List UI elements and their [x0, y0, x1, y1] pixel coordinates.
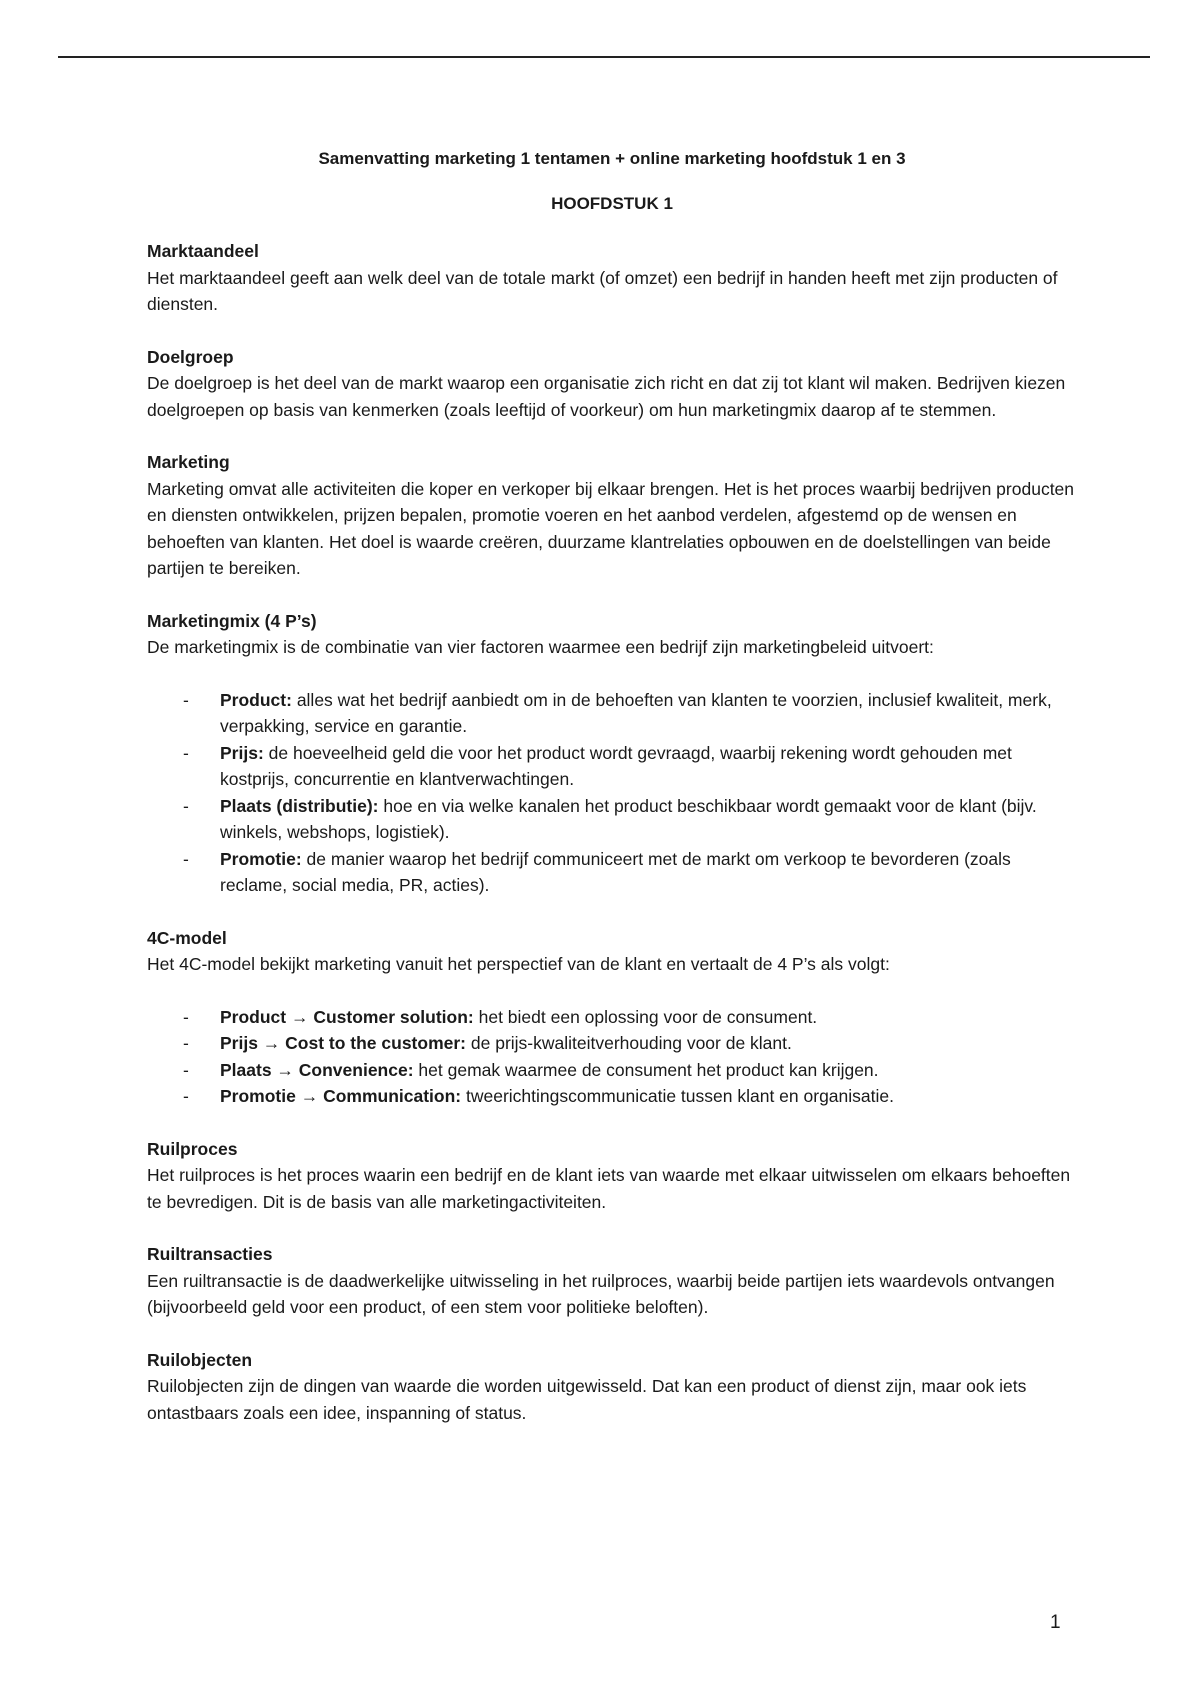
bullet-dash: - [183, 795, 189, 816]
list-item-text: de prijs-kwaliteitverhouding voor de klant. [466, 1033, 792, 1053]
chapter-title: HOOFDSTUK 1 [551, 194, 673, 213]
section-body: De marketingmix is de combinatie van vier factoren waarmee een bedrijf zijn marketingbeleid uitvoert: [147, 637, 934, 657]
section-title: Marktaandeel [147, 241, 259, 261]
section-ruiltransacties [147, 1241, 1077, 1321]
list-item [147, 1004, 1077, 1031]
bullet-dash: - [183, 742, 189, 763]
section-title: 4C-model [147, 927, 227, 948]
document-title: Samenvatting marketing 1 tentamen + online marketing hoofdstuk 1 en 3 [318, 149, 906, 168]
section-body: Het marktaandeel geeft aan welk deel van de totale markt (of omzet) een bedrijf in handen heeft met zijn producten of diensten. [147, 267, 1058, 314]
section-doelgroep [147, 344, 1077, 424]
list-item-text: de manier waarop het bedrijf communiceert met de markt om verkoop te bevorderen (zoals reclame, social media, PR, acties). [220, 848, 1011, 895]
list-item [147, 1030, 1077, 1057]
list-item [147, 687, 1077, 740]
bullet-dash: - [183, 848, 189, 869]
section-title: Ruiltransacties [147, 1244, 273, 1264]
list-item-text: alles wat het bedrijf aanbiedt om in de behoeften van klanten te voorzien, inclusief kwaliteit, merk, verpakking, service en garantie. [220, 689, 1052, 736]
section-title: Ruilproces [147, 1138, 238, 1159]
list-item-term: Promotie → Communication: [220, 1086, 462, 1106]
list-item-text: het gemak waarmee de consument het product kan krijgen. [413, 1059, 879, 1080]
list-item-term: Plaats → Convenience: [220, 1059, 414, 1080]
section-body: Het 4C-model bekijkt marketing vanuit het perspectief van de klant en vertaalt de 4 P’s als volgt: [147, 954, 890, 974]
bullet-dash: - [183, 1086, 189, 1106]
list-item [147, 740, 1077, 793]
section-body: Het ruilproces is het proces waarin een bedrijf en de klant iets van waarde met elkaar uitwisselen om elkaars behoeften te bevredigen. Dit is de basis van alle marketingactiviteiten. [147, 1165, 1071, 1212]
list-item-term: Prijs: [220, 742, 264, 763]
list-item-text: hoe en via welke kanalen het product beschikbaar wordt gemaakt voor de klant (bijv. winkels, webshops, logistiek). [220, 795, 1037, 842]
section-title: Marketingmix (4 P’s) [147, 610, 317, 631]
list-item [147, 793, 1077, 846]
list-item-term: Product: [220, 689, 292, 710]
list-item-text: de hoeveelheid geld die voor het product wordt gevraagd, waarbij rekening wordt gehouden met kostprijs, concurrentie en klantverwachtingen. [220, 742, 1012, 789]
list-item-text: het biedt een oplossing voor de consument. [473, 1006, 818, 1027]
section-body: Marketing omvat alle activiteiten die koper en verkoper bij elkaar brengen. Het is het proces waarbij bedrijven producten en diensten ontwikkelen, prijzen bepalen, promotie voeren en het aanbod verdelen, afgestemd op de wensen en behoeften van klanten. Het doel is waarde creëren, duurzame klantrelaties opbouwen en de doelstellingen van beide partijen te bereiken. [147, 478, 1075, 578]
bullet-list [147, 687, 1077, 899]
section-marketingmix [147, 608, 1077, 899]
section-title: Ruilobjecten [147, 1349, 253, 1370]
section-4c-model [147, 925, 1077, 1110]
section-marketing [147, 449, 1077, 582]
list-item [147, 1083, 1077, 1110]
document-page [147, 146, 1077, 1426]
section-marktaandeel [147, 238, 1077, 318]
section-title: Marketing [147, 452, 230, 472]
list-item-term: Prijs → Cost to the customer: [220, 1033, 467, 1053]
section-body: De doelgroep is het deel van de markt waarop een organisatie zich richt en dat zij tot klant wil maken. Bedrijven kiezen doelgroepen op basis van kenmerken (zoals leeftijd of voorkeur) om hun marketingmix daarop af te stemmen. [147, 373, 1066, 420]
bullet-dash: - [183, 1059, 189, 1080]
section-ruilobjecten [147, 1347, 1077, 1427]
bullet-dash: - [183, 1006, 189, 1027]
section-body: Ruilobjecten zijn de dingen van waarde die worden uitgewisseld. Dat kan een product of dienst zijn, maar ook iets ontastbaars zoals een idee, inspanning of status. [147, 1376, 1027, 1423]
list-item-term: Product → Customer solution: [220, 1006, 474, 1027]
list-item-term: Promotie: [220, 848, 302, 869]
bullet-list [147, 1004, 1077, 1110]
section-ruilproces [147, 1136, 1077, 1216]
list-item [147, 1057, 1077, 1084]
list-item-term: Plaats (distributie): [220, 795, 379, 816]
bullet-dash: - [183, 1033, 189, 1053]
header-rule [58, 56, 1150, 58]
list-item [147, 846, 1077, 899]
page-number: 1 [1050, 1612, 1061, 1633]
bullet-dash: - [183, 689, 189, 710]
section-title: Doelgroep [147, 346, 234, 367]
section-body: Een ruiltransactie is de daadwerkelijke uitwisseling in het ruilproces, waarbij beide partijen iets waardevols ontvangen (bijvoorbeeld geld voor een product, of een stem voor politieke beloften). [147, 1270, 1055, 1317]
list-item-text: tweerichtingscommunicatie tussen klant en organisatie. [461, 1086, 894, 1106]
